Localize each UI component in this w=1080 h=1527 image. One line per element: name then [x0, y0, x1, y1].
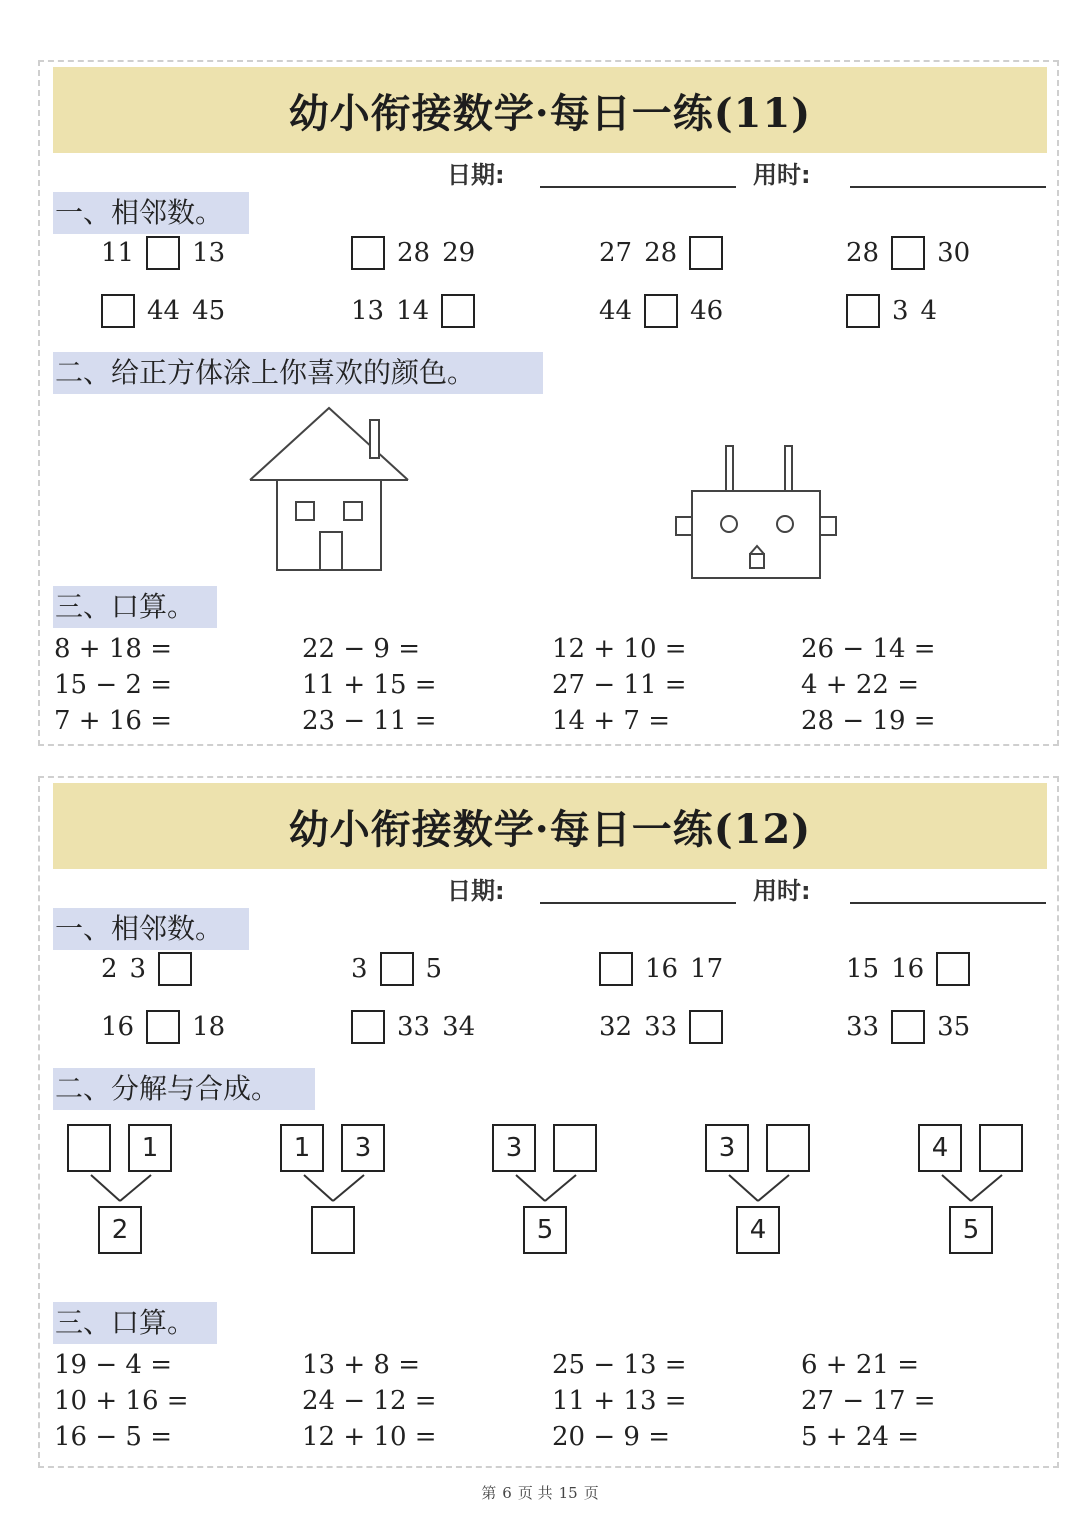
arithmetic-problem: 23 − 11 = [302, 706, 437, 736]
neighbor-group [593, 236, 729, 270]
section-heading-coloring: 二、给正方体涂上你喜欢的颜色。 [53, 352, 543, 394]
neighbor-number: 33 [644, 1012, 678, 1042]
arithmetic-problem: 11 + 13 = [552, 1386, 687, 1416]
worksheet-11 [38, 60, 1059, 746]
arithmetic-problem: 11 + 15 = [302, 670, 437, 700]
neighbor-number: 3 [129, 954, 147, 984]
arithmetic-problem: 26 − 14 = [801, 634, 936, 664]
neighbor-number: 33 [397, 1012, 431, 1042]
neighbor-number: 14 [396, 296, 430, 326]
bond-left-box: 3 [492, 1124, 536, 1172]
answer-box[interactable] [891, 236, 925, 270]
neighbor-group [345, 952, 448, 986]
neighbor-number: 28 [644, 238, 678, 268]
bond-whole-box: 5 [949, 1206, 993, 1254]
answer-box[interactable] [891, 1010, 925, 1044]
neighbor-group [593, 294, 729, 328]
arithmetic-problem: 10 + 16 = [54, 1386, 189, 1416]
neighbor-number: 16 [891, 954, 925, 984]
bond-right-box[interactable] [766, 1124, 810, 1172]
footer-mid: 页 共 [517, 1484, 553, 1502]
arithmetic-problem: 27 − 11 = [552, 670, 687, 700]
robot-drawing[interactable] [672, 442, 842, 582]
answer-box[interactable] [101, 294, 135, 328]
answer-box[interactable] [146, 1010, 180, 1044]
bond-left-box: 1 [280, 1124, 324, 1172]
answer-box[interactable] [158, 952, 192, 986]
time-blank[interactable] [850, 186, 1046, 188]
neighbor-number: 11 [101, 238, 135, 268]
answer-box[interactable] [441, 294, 475, 328]
bond-whole-box: 4 [736, 1206, 780, 1254]
arithmetic-problem: 19 − 4 = [54, 1350, 172, 1380]
neighbor-number: 35 [937, 1012, 971, 1042]
date-label: 日期: [447, 161, 505, 189]
neighbor-number: 45 [192, 296, 226, 326]
arithmetic-problem: 8 + 18 = [54, 634, 172, 664]
title-banner [53, 783, 1047, 869]
arithmetic-problem: 13 + 8 = [302, 1350, 420, 1380]
bond-right-box[interactable] [979, 1124, 1023, 1172]
arithmetic-problem: 16 − 5 = [54, 1422, 172, 1452]
time-label: 用时: [753, 877, 811, 905]
neighbor-number: 5 [425, 954, 443, 984]
bond-left-box: 4 [918, 1124, 962, 1172]
answer-box[interactable] [936, 952, 970, 986]
date-blank[interactable] [540, 902, 736, 904]
neighbor-number: 34 [442, 1012, 476, 1042]
neighbor-group [840, 952, 976, 986]
neighbor-number: 3 [351, 954, 368, 984]
page-footer [0, 1482, 1080, 1503]
answer-box[interactable] [846, 294, 880, 328]
arithmetic-problem: 27 − 17 = [801, 1386, 936, 1416]
worksheet-12 [38, 776, 1059, 1468]
neighbor-number: 13 [192, 238, 226, 268]
neighbor-number: 15 [846, 954, 880, 984]
neighbor-group [345, 294, 481, 328]
arithmetic-problem: 5 + 24 = [801, 1422, 919, 1452]
arithmetic-problem: 15 − 2 = [54, 670, 172, 700]
neighbor-number: 16 [645, 954, 679, 984]
footer-page-number: 6 [502, 1484, 512, 1502]
neighbor-number: 44 [147, 296, 181, 326]
neighbor-group [840, 294, 943, 328]
bond-right-box[interactable] [553, 1124, 597, 1172]
arithmetic-problem: 7 + 16 = [54, 706, 172, 736]
neighbor-number: 16 [101, 1012, 135, 1042]
section-heading-mental-math: 三、口算。 [53, 1302, 217, 1344]
neighbor-number: 18 [192, 1012, 226, 1042]
answer-box[interactable] [599, 952, 633, 986]
neighbor-number: 27 [599, 238, 633, 268]
neighbor-group [95, 952, 198, 986]
neighbor-number: 28 [846, 238, 880, 268]
neighbor-group [593, 952, 729, 986]
section-heading-mental-math: 三、口算。 [53, 586, 217, 628]
neighbor-number: 13 [351, 296, 385, 326]
neighbor-number: 17 [690, 954, 724, 984]
arithmetic-problem: 22 − 9 = [302, 634, 420, 664]
answer-box[interactable] [380, 952, 414, 986]
worksheet-title: 幼小衔接数学·每日一练(12) [288, 805, 812, 853]
neighbor-number: 32 [599, 1012, 633, 1042]
answer-box[interactable] [689, 236, 723, 270]
house-drawing[interactable] [245, 402, 415, 574]
answer-box[interactable] [689, 1010, 723, 1044]
answer-box[interactable] [644, 294, 678, 328]
arithmetic-problem: 12 + 10 = [552, 634, 687, 664]
date-label: 日期: [447, 877, 505, 905]
neighbor-group [95, 294, 231, 328]
arithmetic-problem: 4 + 22 = [801, 670, 919, 700]
neighbor-group [345, 1010, 481, 1044]
bond-whole-box[interactable] [311, 1206, 355, 1254]
answer-box[interactable] [351, 236, 385, 270]
neighbor-group [840, 1010, 976, 1044]
worksheet-title: 幼小衔接数学·每日一练(11) [288, 89, 812, 137]
arithmetic-problem: 28 − 19 = [801, 706, 936, 736]
bond-right-box: 1 [128, 1124, 172, 1172]
arithmetic-problem: 6 + 21 = [801, 1350, 919, 1380]
arithmetic-problem: 14 + 7 = [552, 706, 670, 736]
bond-whole-box: 2 [98, 1206, 142, 1254]
neighbor-number: 30 [937, 238, 971, 268]
neighbor-number: 4 [920, 296, 938, 326]
bond-whole-box: 5 [523, 1206, 567, 1254]
footer-suffix: 页 [583, 1484, 599, 1502]
neighbor-number: 46 [690, 296, 724, 326]
neighbor-number: 3 [892, 296, 909, 326]
neighbor-number: 29 [442, 238, 476, 268]
bond-left-box: 3 [705, 1124, 749, 1172]
neighbor-group [593, 1010, 729, 1044]
section-heading-neighbors: 一、相邻数。 [53, 908, 249, 950]
footer-total-pages: 15 [558, 1484, 578, 1502]
answer-box[interactable] [351, 1010, 385, 1044]
time-label: 用时: [753, 161, 811, 189]
title-banner [53, 67, 1047, 153]
neighbor-group [95, 236, 231, 270]
neighbor-number: 44 [599, 296, 633, 326]
arithmetic-problem: 12 + 10 = [302, 1422, 437, 1452]
time-blank[interactable] [850, 902, 1046, 904]
neighbor-number: 2 [101, 954, 118, 984]
neighbor-group [95, 1010, 231, 1044]
section-heading-neighbors: 一、相邻数。 [53, 192, 249, 234]
footer-prefix: 第 [481, 1484, 497, 1502]
section-heading-decomposition: 二、分解与合成。 [53, 1068, 315, 1110]
arithmetic-problem: 24 − 12 = [302, 1386, 437, 1416]
arithmetic-problem: 25 − 13 = [552, 1350, 687, 1380]
answer-box[interactable] [146, 236, 180, 270]
bond-left-box[interactable] [67, 1124, 111, 1172]
arithmetic-problem: 20 − 9 = [552, 1422, 670, 1452]
neighbor-number: 33 [846, 1012, 880, 1042]
neighbor-group [345, 236, 481, 270]
date-blank[interactable] [540, 186, 736, 188]
neighbor-number: 28 [397, 238, 431, 268]
neighbor-group [840, 236, 976, 270]
bond-right-box: 3 [341, 1124, 385, 1172]
